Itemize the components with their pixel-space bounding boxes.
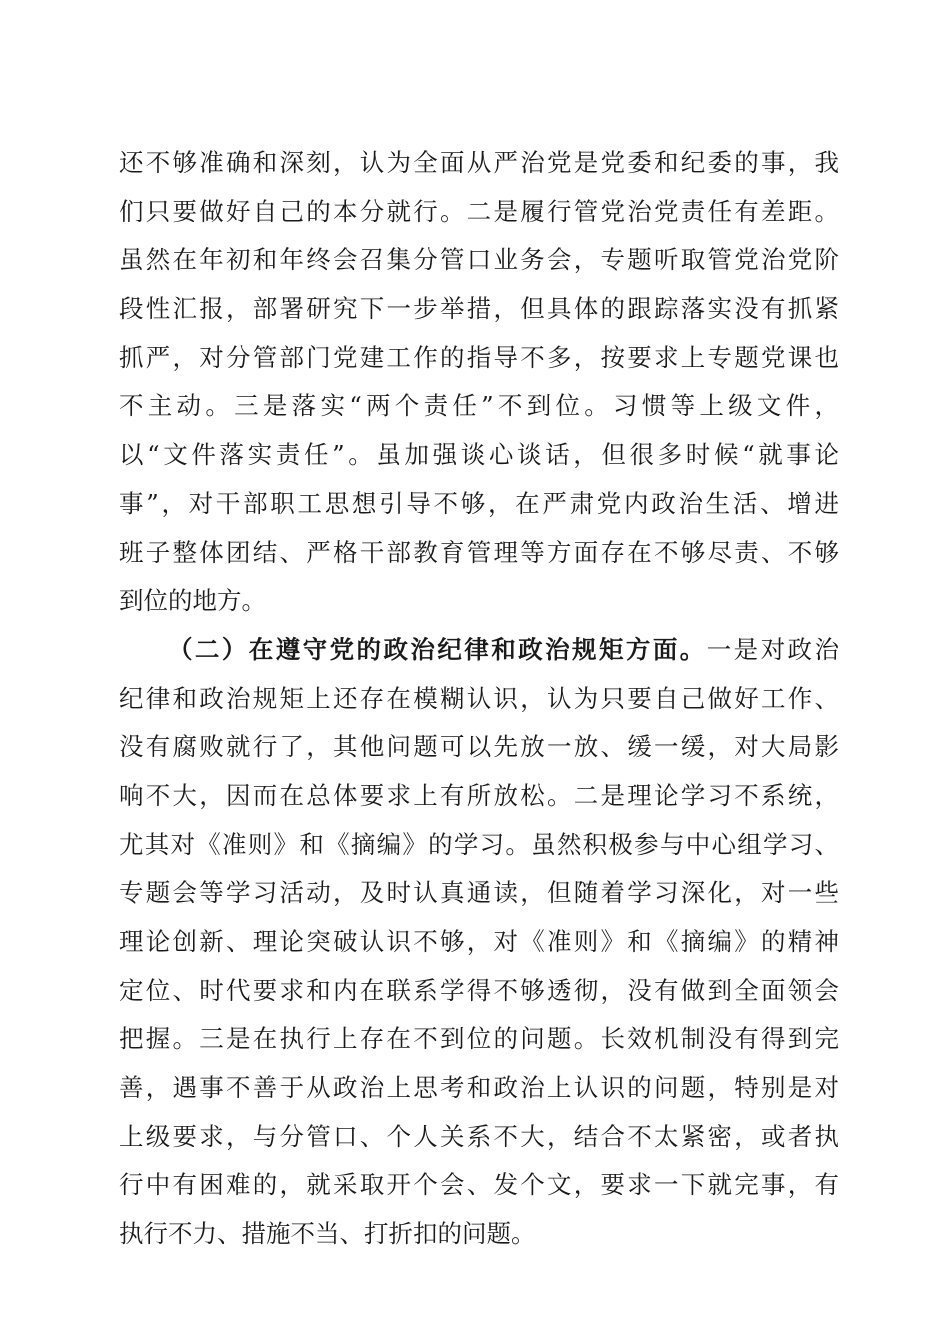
text-line: 把握。三是在执行上存在不到位的问题。长效机制没有得到完 (119, 1024, 839, 1054)
paragraph-political-discipline (119, 626, 839, 1259)
text-line: 响不大，因而在总体要求上有所放松。二是理论学习不系统， (119, 780, 839, 810)
text-line: 纪律和政治规矩上还存在模糊认识，认为只要自己做好工作、 (119, 683, 839, 713)
text-line: 定位、时代要求和内在联系学得不够透彻，没有做到全面领会 (119, 975, 839, 1005)
text-line: 专题会等学习活动，及时认真通读，但随着学习深化，对一些 (119, 878, 839, 908)
text-line: 还不够准确和深刻，认为全面从严治党是党委和纪委的事，我 (119, 148, 839, 177)
first-line-rest: 一是对政治 (706, 634, 839, 664)
text-line: 善，遇事不善于从政治上思考和政治上认识的问题，特别是对 (119, 1073, 839, 1103)
text-line: 以“文件落实责任”。虽加强谈心谈话，但很多时候“就事论 (119, 440, 839, 470)
text-line: 事”，对干部职工思想引导不够，在严肃党内政治生活、增进 (119, 488, 839, 518)
text-line: 理论创新、理论突破认识不够，对《准则》和《摘编》的精神 (119, 927, 839, 956)
text-line: 上级要求，与分管口、个人关系不大，结合不太紧密，或者执 (119, 1121, 839, 1151)
text-line: 没有腐败就行了，其他问题可以先放一放、缓一缓，对大局影 (119, 732, 839, 762)
text-line: 虽然在年初和年终会召集分管口业务会，专题听取管党治党阶 (119, 245, 839, 275)
text-line: 班子整体团结、严格干部教育管理等方面存在不够尽责、不够 (119, 537, 839, 567)
text-line: 尤其对《准则》和《摘编》的学习。虽然积极参与中心组学习、 (119, 829, 839, 859)
paragraph-responsibility (119, 139, 839, 626)
text-line: 行中有困难的，就采取开个会、发个文，要求一下就完事，有 (119, 1170, 839, 1200)
text-line: 们只要做好自己的本分就行。二是履行管党治党责任有差距。 (119, 196, 839, 226)
text-line: 到位的地方。 (119, 586, 266, 616)
text-line: 执行不力、措施不当、打折扣的问题。 (119, 1219, 536, 1249)
text-line: 段性汇报，部署研究下一步举措，但具体的跟踪落实没有抓紧 (119, 294, 839, 324)
text-line: 抓严，对分管部门党建工作的指导不多，按要求上专题党课也 (119, 342, 839, 372)
section-heading: （二）在遵守党的政治纪律和政治规矩方面。 (168, 634, 707, 664)
text-line: 不主动。三是落实“两个责任”不到位。习惯等上级文件， (119, 391, 839, 421)
paragraph-first-line (119, 626, 839, 675)
document-body (119, 139, 839, 1259)
